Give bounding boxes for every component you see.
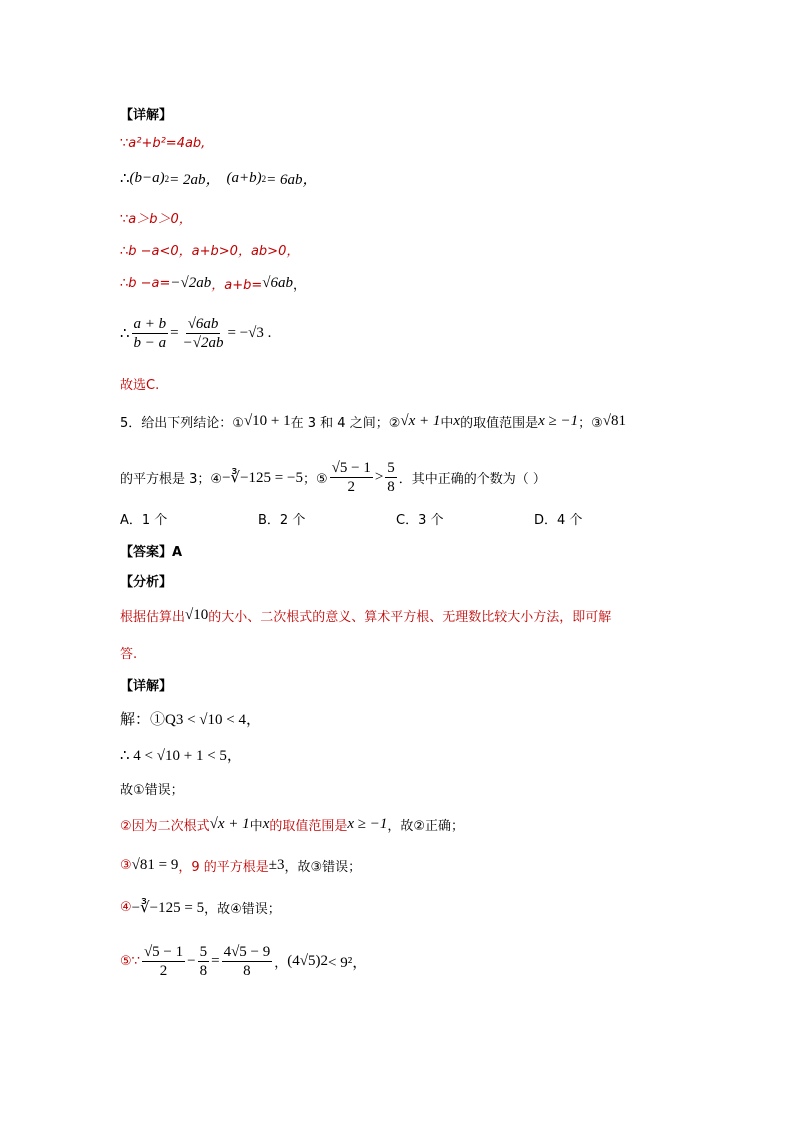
condition-a-gt-b xyxy=(120,208,192,227)
d6-conclusion: ，故④错误； xyxy=(204,902,281,917)
d7-paren-expr: (4√5) xyxy=(287,953,321,969)
detail-step-1-text: 解：①Q3 < √10 < 4， xyxy=(120,712,261,728)
q5-in-text: 中 xyxy=(440,416,454,431)
q5-item5-marker: ；⑤ xyxy=(302,472,328,487)
d7-fraction-3-den: 8 xyxy=(243,963,251,979)
expr-a-plus-b: (a+b) xyxy=(226,170,262,186)
option-c[interactable]: C．3 个 xyxy=(396,513,444,528)
d7-fraction-1 xyxy=(142,944,185,979)
analysis-text-b: 的大小、二次根式的意义、算术平方根、无理数比较大小方法，即可解 xyxy=(208,610,612,625)
q5-fraction-2-num: 5 xyxy=(387,460,395,476)
analysis-line-2 xyxy=(120,643,137,662)
q5-fraction-2-den: 8 xyxy=(387,479,395,495)
q5-range-value: x ≥ −1 xyxy=(538,413,579,429)
d5-sqrt81-eq: √81 = 9 xyxy=(131,857,179,873)
sqrt-6ab: √6ab xyxy=(262,275,294,291)
analysis-text-a: 根据估算出 xyxy=(120,610,186,625)
q5-question-tail: ．其中正确的个数为（ ） xyxy=(398,472,546,487)
detail-step-1 xyxy=(120,708,261,729)
q5-item3-marker: ；③ xyxy=(578,416,603,431)
d7-fraction-2-den: 8 xyxy=(199,963,208,979)
d4-text-a: ②因为二次根式 xyxy=(120,819,210,834)
q5-square-root-text: 的平方根是 3；④ xyxy=(120,472,223,487)
q5-fraction-1-den: 2 xyxy=(347,479,355,495)
detail-step-5 xyxy=(120,856,361,875)
d5-marker: ③ xyxy=(120,858,132,873)
analysis-sqrt10: √10 xyxy=(185,607,209,623)
analysis-text-c: 答. xyxy=(120,647,138,662)
d4-sqrt: √x + 1 xyxy=(209,816,250,832)
question-5-line-1 xyxy=(120,412,626,431)
analysis-line-1 xyxy=(120,606,611,625)
d7-fraction-2 xyxy=(198,944,210,979)
given-equation xyxy=(120,136,205,151)
detail-step-3-text: 故①错误； xyxy=(120,783,184,798)
a-plus-b-label: ，a+b= xyxy=(211,278,263,293)
fraction-roots xyxy=(181,316,226,351)
fraction-roots-den: −√2ab xyxy=(182,335,224,351)
detail-header-text: 【详解】 xyxy=(120,108,173,123)
detail-step-4 xyxy=(120,815,464,834)
given-equation-text: ∵a²+b²=4ab, xyxy=(120,136,206,151)
squared-identities: ∴ (b−a) 2 = 2ab， (a+b) 2 = 6ab， xyxy=(120,170,318,188)
detail-step-2-text: ∴ 4 < √10 + 1 < 5， xyxy=(120,748,242,764)
conclusion-text: 故选C. xyxy=(120,378,160,393)
d7-fraction-1-den: 2 xyxy=(159,963,168,979)
q5-fraction-1-num: √5 − 1 xyxy=(331,460,371,476)
q5-sqrt10-plus-1: √10 + 1 xyxy=(243,413,291,429)
d6-marker: ④ xyxy=(120,900,132,915)
d4-range-value: x ≥ −1 xyxy=(347,816,388,832)
detail-header xyxy=(120,104,172,123)
d5-text: ，9 的平方根是 xyxy=(178,860,269,875)
detail-header-2-text: 【详解】 xyxy=(120,679,173,694)
q5-range-text: 的取值范围是 xyxy=(460,416,539,431)
fraction-ab-den: b − a xyxy=(133,335,167,351)
d7-marker: ⑤∵ xyxy=(120,954,140,969)
d7-fraction-3-num: 4√5 − 9 xyxy=(223,944,271,960)
detail-step-2 xyxy=(120,744,242,765)
therefore-symbol-2: ∴ xyxy=(120,326,130,342)
detail-step-6 xyxy=(120,898,281,917)
sign-analysis-text: ∴b −a<0，a+b>0，ab>0， xyxy=(120,244,300,259)
d4-x-var: x xyxy=(262,816,270,832)
d7-fraction-2-num: 5 xyxy=(199,944,208,960)
q5-between-text: 在 3 和 4 之间；② xyxy=(290,416,401,431)
expr-6ab: = 6ab， xyxy=(266,172,318,188)
d4-range-text: 的取值范围是 xyxy=(269,819,348,834)
fraction-roots-num: √6ab xyxy=(187,316,219,332)
d7-fraction-3 xyxy=(222,944,273,979)
answer-text: 【答案】A xyxy=(120,545,183,560)
q5-intro: 5．给出下列结论：① xyxy=(120,416,244,431)
d7-minus: − xyxy=(187,953,196,969)
d7-comma: ， xyxy=(274,956,288,971)
q5-sqrt81: √81 xyxy=(602,413,626,429)
q5-fraction-1 xyxy=(330,460,373,495)
therefore-symbol: ∴ xyxy=(120,171,130,187)
option-d[interactable]: D．4 个 xyxy=(534,513,583,528)
comma: ， xyxy=(293,278,307,293)
d5-pm3: ±3 xyxy=(268,857,285,873)
d7-fraction-1-num: √5 − 1 xyxy=(143,944,184,960)
b-minus-a-label: ∴b −a= xyxy=(120,276,171,291)
question-5-line-2 xyxy=(120,460,546,495)
d7-comparison: < 9²， xyxy=(328,955,368,971)
condition-text: ∵a＞b＞0， xyxy=(120,212,192,227)
d5-conclusion: ，故③错误； xyxy=(284,860,362,875)
detail-header-2 xyxy=(120,675,172,694)
answer-options xyxy=(120,509,672,528)
expr-2ab: = 2ab， xyxy=(169,172,221,188)
detail-step-3 xyxy=(120,779,184,798)
q5-sqrt-x-plus-1: √x + 1 xyxy=(400,413,441,429)
q5-fraction-2 xyxy=(385,460,397,495)
d4-in-text: 中 xyxy=(249,819,263,834)
equals-sign: = xyxy=(170,325,179,341)
q5-x-var: x xyxy=(453,413,461,429)
ratio-value: = −√3 . xyxy=(227,325,272,341)
root-values xyxy=(120,274,306,293)
option-a[interactable]: A．1 个 xyxy=(120,513,168,528)
analysis-header-text: 【分析】 xyxy=(120,575,173,590)
detail-step-7: ⑤∵ $\frac{√5 - 1}{2}$ − $\frac{5}{8}$ = $\frac{4√5 - 9}{8}$ ， (4√5) 2 < 9²， xyxy=(120,944,368,979)
conclusion xyxy=(120,374,159,393)
d6-cbrt-eq: −∛−125 = 5 xyxy=(131,900,205,916)
sign-analysis xyxy=(120,240,299,259)
fraction-ab-num: a + b xyxy=(133,316,167,332)
q5-gt-sign: > xyxy=(374,469,384,485)
option-b[interactable]: B．2 个 xyxy=(258,513,306,528)
neg-sqrt-2ab: −√2ab xyxy=(170,275,212,291)
d4-conclusion: ，故②正确； xyxy=(387,819,465,834)
analysis-header xyxy=(120,571,172,590)
fraction-ab xyxy=(132,316,169,351)
ratio-result xyxy=(120,316,271,351)
answer-line xyxy=(120,541,182,560)
d7-equals: = xyxy=(211,953,220,969)
q5-cbrt-expr: −∛−125 = −5 xyxy=(222,470,303,486)
expr-b-minus-a: (b−a) xyxy=(129,170,165,186)
